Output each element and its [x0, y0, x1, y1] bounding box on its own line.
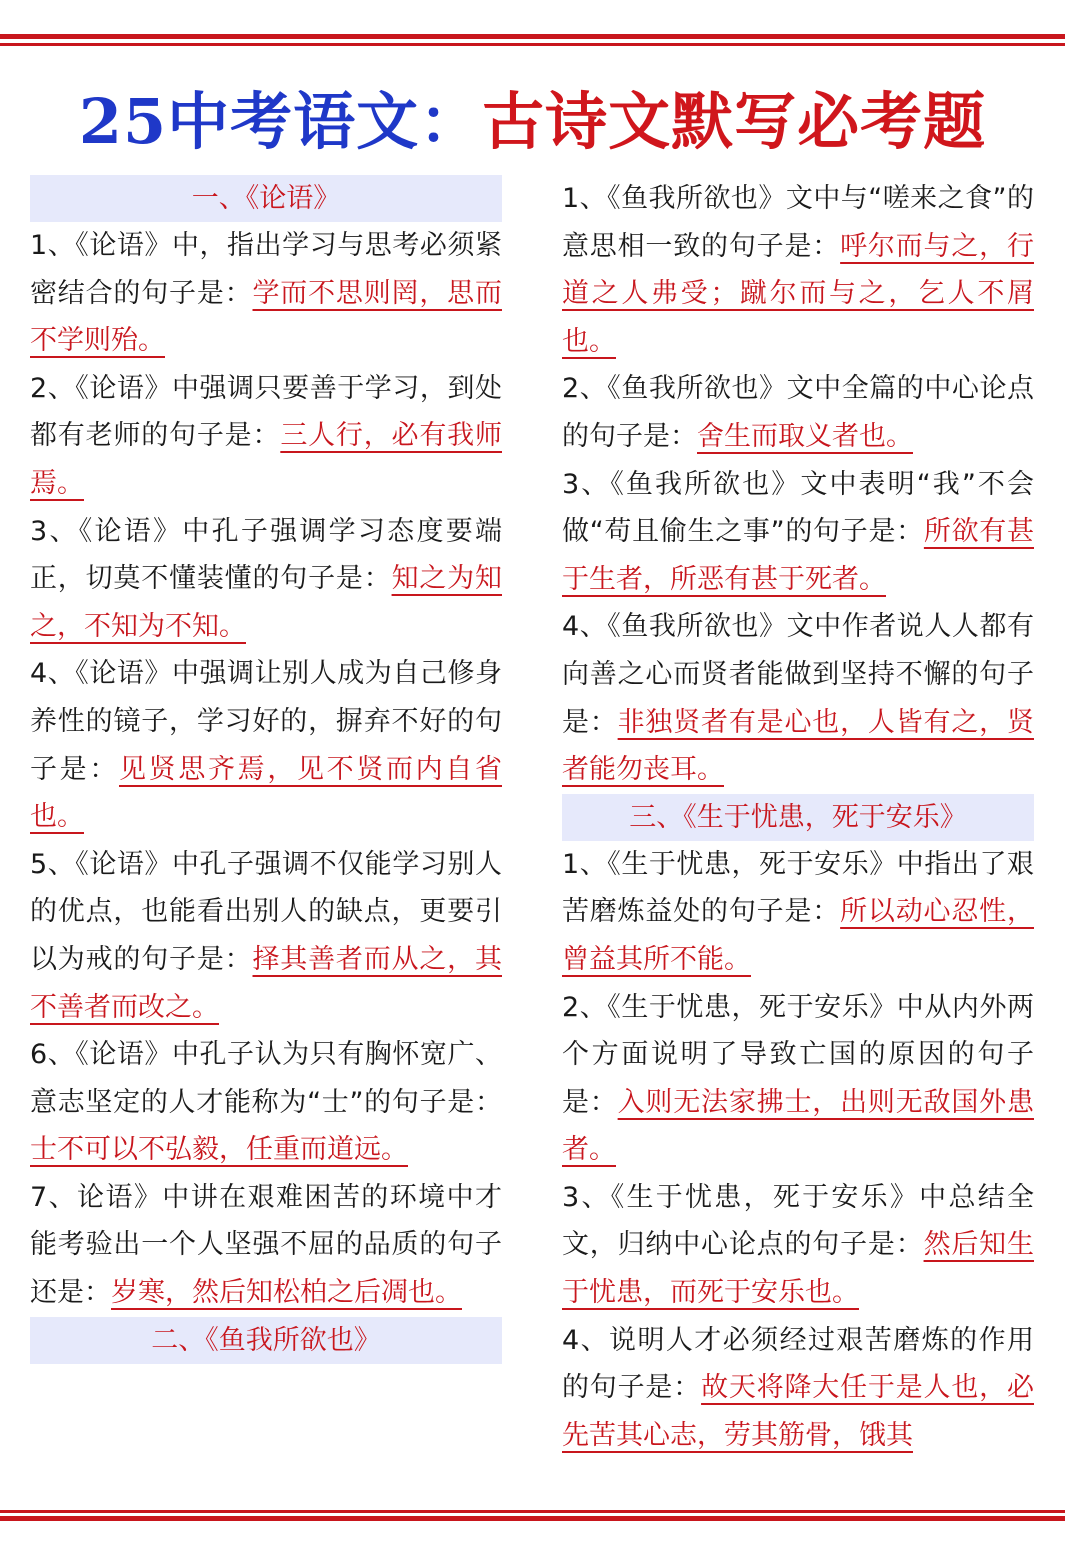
question-text: 7、论语》中讲在艰难困苦的环境中才能考验出一个人坚强不屈的品质的句子还是：: [30, 1181, 502, 1309]
right-column: [562, 175, 1034, 1459]
answer-text: 入则无法家拂士，出则无敌国外患者。: [562, 1086, 1034, 1166]
question-item: [562, 1174, 1034, 1317]
title-part-red: 古诗文默写必考题: [482, 85, 987, 158]
question-item: [562, 603, 1034, 793]
question-item: [562, 365, 1034, 460]
question-text: 3、《论语》中孔子强调学习态度要端正，切莫不懂装懂的句子是：: [30, 515, 502, 595]
answer-text: 知之为知之，不知为不知。: [30, 563, 502, 642]
question-item: [30, 1031, 502, 1174]
question-text: 3、《生于忧患，死于安乐》中总结全文，归纳中心论点的句子是：: [562, 1181, 1034, 1261]
question-text: 4、说明人才必须经过艰苦磨炼的作用的句子是：: [562, 1324, 1034, 1404]
question-text: 2、《论语》中强调只要善于学习，到处都有老师的句子是：: [30, 372, 502, 452]
answer-text: 三人行，必有我师焉。: [30, 420, 502, 499]
answer-text: 所欲有甚于生者，所恶有甚于死者。: [562, 516, 1034, 595]
question-text: 6、《论语》中孔子认为只有胸怀宽广、意志坚定的人才能称为“士”的句子是：: [30, 1039, 502, 1118]
question-text: 2、《鱼我所欲也》文中全篇的中心论点的句子是：: [562, 373, 1034, 452]
question-item: [562, 461, 1034, 604]
question-item: [562, 841, 1034, 984]
answer-text: 择其善者而从之，其不善者而改之。: [30, 943, 502, 1023]
question-item: [562, 984, 1034, 1174]
question-item: [30, 1174, 502, 1317]
top-rule-thick: [0, 34, 1065, 39]
bottom-rule-thick: [0, 1516, 1065, 1521]
question-item: [562, 1317, 1034, 1460]
question-text: 4、《鱼我所欲也》文中作者说人人都有向善之心而贤者能做到坚持不懈的句子是：: [562, 611, 1034, 738]
left-column: [30, 175, 502, 1364]
question-text: 3、《鱼我所欲也》文中表明“我”不会做“苟且偷生之事”的句子是：: [562, 468, 1034, 548]
answer-text: 所以动心忍性，曾益其所不能。: [562, 896, 1034, 975]
answer-text: 然后知生于忧患，而死于安乐也。: [562, 1229, 1034, 1309]
question-text: 4、《论语》中强调让别人成为自己修身养性的镜子，学习好的，摒弃不好的句子是：: [30, 658, 502, 785]
answer-text: 舍生而取义者也。: [697, 420, 913, 452]
bottom-rule-thin: [0, 1510, 1065, 1513]
question-text: 1、《生于忧患，死于安乐》中指出了艰苦磨炼益处的句子是：: [562, 848, 1034, 928]
question-text: 1、《论语》中，指出学习与思考必须紧密结合的句子是：: [30, 230, 502, 309]
top-rule-thin: [0, 43, 1065, 46]
answer-text: 呼尔而与之，行道之人弗受；蹴尔而与之，乞人不屑也。: [562, 230, 1034, 357]
answer-text: 学而不思则罔，思而不学则殆。: [30, 277, 502, 357]
answer-text: 见贤思齐焉，见不贤而内自省也。: [30, 753, 502, 833]
section-header-shengyu: 三、《生于忧患，死于安乐》: [562, 794, 1034, 841]
question-item: [30, 650, 502, 840]
answer-text: 士不可以不弘毅，任重而道远。: [30, 1134, 408, 1166]
answer-text: 故天将降大任于是人也，必先苦其心志，劳其筋骨，饿其: [562, 1372, 1034, 1451]
question-item: [30, 222, 502, 365]
section-header-yuwo: 二、《鱼我所欲也》: [30, 1317, 502, 1364]
question-text: 5、《论语》中孔子强调不仅能学习别人的优点，也能看出别人的缺点，更要引以为戒的句子是：: [30, 848, 502, 975]
question-text: 1、《鱼我所欲也》文中与“嗟来之食”的意思相一致的句子是：: [562, 183, 1034, 262]
question-item: [30, 841, 502, 1031]
answer-text: 非独贤者有是心也，人皆有之，贤者能勿丧耳。: [562, 706, 1034, 786]
page-title: [0, 82, 1065, 162]
question-text: 2、《生于忧患，死于安乐》中从内外两个方面说明了导致亡国的原因的句子是：: [562, 991, 1034, 1118]
question-item: [30, 365, 502, 508]
section-header-lunyu: 一、《论语》: [30, 175, 502, 222]
answer-text: 岁寒，然后知松柏之后凋也。: [111, 1277, 462, 1309]
question-item: [30, 508, 502, 651]
title-part-blue: 25中考语文：: [78, 85, 483, 158]
question-item: [562, 175, 1034, 365]
